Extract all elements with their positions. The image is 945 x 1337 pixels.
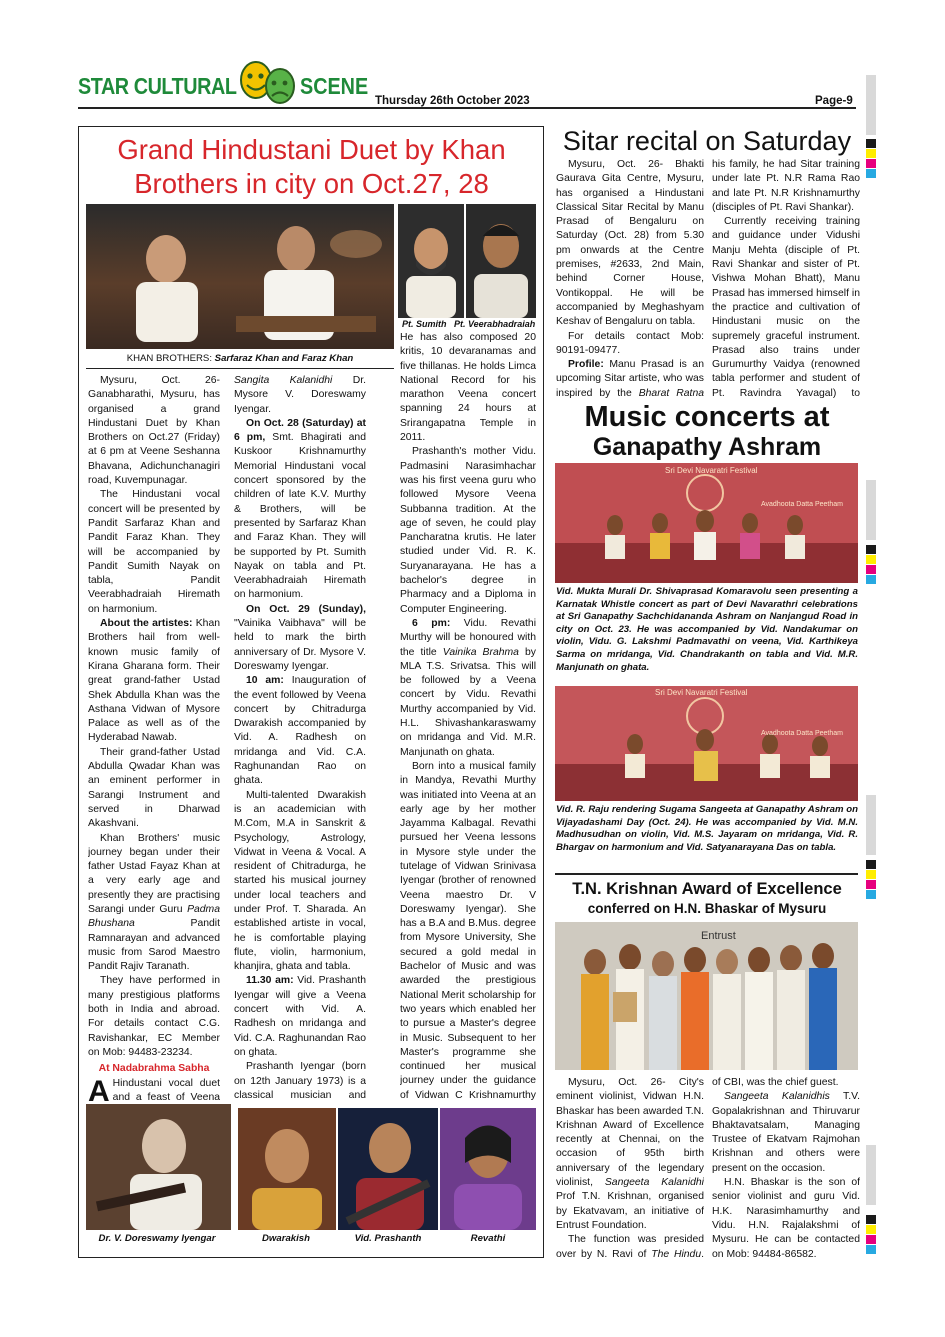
paragraph-text: Khan Brothers' music journey began under their father Ustad Fayaz Khan at a very early age and presently they are practising Sarangi under Guru (88, 832, 220, 915)
paragraph-text: Vid. Prashanth Iyengar will give a Veena concert with Vid. A. Radhesh on mridanga and Vid. C.A. Raghunandan Rao on ghata. (234, 975, 366, 1058)
doreswamy-photo (86, 1104, 231, 1230)
paragraph (556, 1233, 704, 1262)
lead-in: 6 pm: (412, 617, 451, 629)
paragraph: his family, he had Sitar training under late Pt. N.R Rama Rao and late Pt. N.R Krishnamurthy (disciples of Pt. Ravi Shankar). (712, 159, 860, 213)
reg-magenta (866, 565, 876, 574)
paragraph-text: Manu Prasad is an upcoming Sitar artiste, who was inspired by the (556, 359, 704, 399)
banner-right-1: Avadhoota Datta Peetham (761, 501, 843, 508)
paragraph: For details contact Mob: 90191-09477. (556, 330, 704, 356)
paragraph-text: Prof T.N. Krishnan, organised by Ekatvavam, an initiative of Entrust Foundation. (556, 1191, 704, 1231)
italic-title: Vainika Brahma (442, 646, 519, 658)
paragraph (234, 417, 366, 603)
page-number: Page-9 (815, 95, 853, 107)
paragraph (88, 1074, 220, 1102)
article2-col1 (556, 158, 704, 400)
section-rule (555, 873, 858, 875)
lead-in: Profile: (568, 359, 604, 371)
masthead (0, 0, 945, 120)
paragraph-text: Dr. Mysore V. Doreswamy Iyengar. (234, 375, 366, 415)
paragraph (88, 832, 220, 975)
caption-rule (86, 368, 394, 369)
paragraph-text: by MLA T.S. Srivatsa. This will be followed by a Veena concert by Vidu. Revathi Murthy accompanied by Vid. H.L. Shivashankaraswamy on mridanga and Vid. M.R. Manjunath on ghata. (400, 646, 536, 758)
paragraph: Born into a musical family in Mandya, Revathi Murthy was initiated into Veena at an early age by her mother Jayamma Kalbagal. Revathi pursued her Veena lessons in Mysore style under the tutelage of Vidwan Srinivasa Iyengar (brother of renowned Veena maestro Dr. V Doreswamy Iyengar). She has a B.A and B.Mus. degree from Mysore University, She secured a gold medal in Bachelor of Music and was awarded the prestigious National Merit scholarship for two years which enabled her to pursue a Master's degree in Music. Subsequent to her Master's programme she continued her musical journey under the guidance of Vidwan C Krishnamurthy (400, 760, 536, 1101)
caption-revathi: Revathi (470, 1233, 506, 1244)
paragraph: They have performed in many prestigious platforms both in India and abroad. For details contact C.G. Ravishankar, EC Member on Mob: 94483-23234. (88, 975, 220, 1058)
reg-yellow (866, 149, 876, 158)
paragraph: Prashanth's mother Vidu. Padmasini Narasimhachar was his first veena guru who followed Mysore Veena Subbanna tradition. At the age of seven, he could play Pancharatna krutis. He later studied under Vid. R. K. Suryanarayana. He has a bachelor's degree in Pharmacy and a Diploma in Computer Engineering. (400, 446, 536, 615)
reg-black (866, 545, 876, 554)
paragraph-text: The function was presided over by N. Ravi of (556, 1234, 704, 1260)
lead-in: On Oct. 29 (Sunday), (246, 603, 366, 615)
article4-col1 (556, 1076, 704, 1262)
paragraph (88, 617, 220, 746)
italic-title: Sangeeta Kalanidhi (604, 1177, 704, 1189)
reg-cyan (866, 169, 876, 178)
reg-yellow (866, 870, 876, 879)
paragraph: Their grand-father Ustad Abdulla Qwadar Khan was an eminent performer in Sarangi Instrument and served in Dharwad Akashvani. (88, 746, 220, 830)
side-caption-veerabhadraiah: Pt. Veerabhadraiah (454, 319, 536, 329)
paragraph: of CBI, was the chief guest. (712, 1077, 839, 1088)
lead-in: On Oct. 28 (Saturday) at 6 pm, (234, 417, 366, 444)
reg-cyan (866, 1245, 876, 1254)
banner-text-1: Sri Devi Navaratri Festival (665, 466, 758, 475)
khan-caption (86, 353, 394, 364)
caption-dwarakish: Dwarakish (262, 1233, 310, 1244)
dwarakish-photo (238, 1108, 336, 1230)
banner-text-2: Sri Devi Navaratri Festival (655, 688, 748, 697)
award-ceremony-photo (555, 922, 858, 1070)
paragraph (556, 358, 704, 400)
reg-cyan (866, 890, 876, 899)
khan-caption-names: Sarfaraz Khan and Faraz Khan (214, 353, 354, 364)
masthead-date: Thursday 26th October 2023 (375, 95, 530, 107)
prashanth-photo (338, 1108, 438, 1230)
paragraph (400, 617, 536, 760)
article3-headline-2: Ganapathy Ashram (592, 433, 822, 461)
reg-magenta (866, 159, 876, 168)
entrust-label: Entrust (701, 930, 736, 942)
italic-title: Bharat Ratna (638, 387, 704, 399)
reg-magenta (866, 880, 876, 889)
whistle-concert-caption: Vid. Mukta Murali Dr. Shivaprasad Komaravolu seen presenting a Karnatak Whistle concert as part of Devi Navarathri celebrations at Sri Ganapathy Sachchidananda Ashram on Nanjangud Road in city on Oct. 23. He was accompanied by Vid. Nandakumar on violin, Vidu. G. Lakshmi Padmavathi on veena, Vid. Karthikeya Sarma on mridanga, Vid. Chandrakanth on tabla and Vid. M.R. Manjunath on ghata. (556, 586, 858, 673)
paragraph (234, 974, 366, 1060)
theatre-masks-icon (234, 58, 302, 108)
banner-right-2: Avadhoota Datta Peetham (761, 730, 843, 737)
khan-brothers-photo (86, 204, 394, 349)
paragraph (234, 603, 366, 674)
caption-prashanth: Vid. Prashanth (354, 1233, 422, 1244)
article4-col2 (712, 1076, 860, 1262)
italic-title: Padma Bhushana (88, 903, 220, 930)
whistle-concert-photo (555, 463, 858, 583)
lead-in: About the artistes: (100, 618, 193, 630)
article1-col2 (234, 374, 366, 1104)
pt-sumith-photo (398, 204, 464, 318)
masthead-right-word: SCENE (300, 73, 369, 99)
article3-headline-1: Music concerts at (584, 401, 830, 433)
italic-title: The Hindu (651, 1248, 702, 1260)
reg-black (866, 860, 876, 869)
paragraph-text: Inauguration of the event followed by Veena concert by Chitradurga Dwarakish accompanied by Vid. A. Radhesh on mridanga and Vid. C.A. Raghunandan Rao on ghata. (234, 675, 366, 787)
revathi-photo (440, 1108, 536, 1230)
paragraph (234, 674, 366, 788)
subhead-nadabrahma: At Nadabrahma Sabha (98, 1063, 210, 1075)
paragraph-text: . (701, 1248, 704, 1260)
paragraph: H.N. Bhaskar is the son of senior violinist and guru Vid. H.K. Narasimhamurthy and Vidu. H.N. Rajalakshmi of Mysuru. He can be contacted on Mob: 94484-86582. (712, 1177, 860, 1260)
paragraph-text: Khan Brothers hail from well-known music family of Kirana Gharana form. Their great grand-father Ustad Shek Abdulla Khan was the Asthana Vidwan of Mysore Palace as well as of the Hyderabad Nawab. (88, 618, 220, 744)
reg-yellow (866, 555, 876, 564)
khan-caption-prefix: KHAN BROTHERS: (126, 353, 215, 364)
reg-cyan (866, 575, 876, 584)
reg-yellow (866, 1225, 876, 1234)
lead-in: 10 am: (246, 675, 284, 687)
article2-headline: Sitar recital on Saturday (562, 126, 852, 156)
paragraph-text: "Vainika Vaibhava" will be held to mark the birth anniversary of Dr. Mysore V. Doreswamy Iyengar. (234, 618, 366, 672)
side-caption-sumith: Pt. Sumith (402, 319, 447, 329)
grey-bar (866, 480, 876, 540)
article1-col3 (400, 331, 536, 1103)
grey-bar (866, 795, 876, 855)
article4-headline-2: conferred on H.N. Bhaskar of Mysuru (587, 901, 827, 916)
paragraph: Multi-talented Dwarakish is an academician with M.Com, M.A in Sanskrit & Psychology, Astrology, Vidwat in Veena & Vocal. A resident of Chitradurga, he started his musical journey under local teachers and under Prof. T. Sharada. An established artiste in vocal, he is comfortable playing flute, violin, harmonium, khanjira, ghata and tabla. (234, 789, 366, 973)
paragraph: Mysuru, Oct. 26- Bhakti Gaurava Gita Centre, Mysuru, has organised a Hindustani Classical Sitar Recital by Manu Prasad of Bengaluru on Saturday (Oct. 28) from 5.30 pm onwards at the Centre premises, #2633, 2nd Main, behind Corner House, Vontikoppal. He will be accompanied by Meghashyam Keshav of Bengaluru on tabla. (556, 159, 704, 328)
italic-title: Sangita Kalanidhi (234, 375, 333, 386)
paragraph: Currently receiving training and guidance under Vidushi Manju Mehta (disciple of Pt. Ravi Shankar and sister of Pt. Vishwa Mohan Bhatt), Manu Prasad has immersed himself in the practice and cultivation of Hindustani music on the supremely graceful instrument. Prasad also trains under Gurumurthy Vaidya (renowned tabla performer and student of Pt. Ravindra Yavagal) to (712, 216, 860, 399)
paragraph-text: Hindustani vocal duet and a feast of Veena (112, 1077, 220, 1102)
italic-title: Sangeeta Kalanidhis (724, 1091, 830, 1103)
paragraph: The Hindustani vocal concert will be presented by Pandit Sarfaraz Khan and Pandit Faraz Khan. They will be accompanied by Pandit Sumith Nayak on tabla, Pandit Veerabhadraiah Hiremath on harmonium. (88, 489, 220, 615)
article4-headline-1: T.N. Krishnan Award of Excellence (572, 880, 842, 898)
reg-black (866, 139, 876, 148)
article1-headline: Grand Hindustani Duet by Khan Brothers in city on Oct.27, 28 (117, 134, 506, 199)
paragraph (556, 1076, 704, 1233)
caption-doreswamy: Dr. V. Doreswamy Iyengar (98, 1233, 216, 1244)
paragraph: He has also composed 20 kritis, 10 devaranamas and five thillanas. He holds Limca National Record for his marathon Veena concert spanning 24 hours at Srirangapatna Temple in 2011. (400, 332, 536, 444)
paragraph-text: Vidu. Revathi Murthy will be honoured with the title (400, 617, 536, 658)
masthead-left-word: STAR CULTURAL (78, 73, 237, 99)
registration-marks (866, 75, 878, 1275)
paragraph-text: Mysuru, Oct. 26- City's eminent violinist, Vidwan H.N. Bhaskar has been awarded T.N. Krishnan Award of Excellence recently at Chennai, on the occasion of 95th birth anniversary of the legendary violinist, (556, 1077, 704, 1189)
sugama-sangeeta-photo (555, 686, 858, 801)
paragraph (712, 1090, 860, 1176)
paragraph (234, 374, 366, 417)
article2-col2 (712, 158, 860, 400)
pt-veerabhadraiah-photo (466, 204, 536, 318)
grey-bar (866, 1145, 876, 1205)
masthead-rule (78, 107, 856, 109)
drop-cap: A (88, 1074, 110, 1102)
article1-col1 (88, 374, 220, 1102)
paragraph-text: Pandit Ramnarayan and advanced music from Sarod Maestro Pandit Rajiv Taranath. (88, 918, 220, 973)
paragraph: Prashanth Iyengar (born on 12th January 1973) is a classical musician and (234, 1061, 366, 1101)
sugama-sangeeta-caption: Vid. R. Raju rendering Sugama Sangeeta at Ganapathy Ashram on Vijayadashami Day (Oct. 24). He was accompanied by Vid. M.N. Madhusudhan on violin, Vid. M.S. Jayaram on mridanga, Vid. R. Bhargav on harmonium and Vid. Satyanarayana Das on tabla. (556, 804, 858, 853)
lead-in: 11.30 am: (246, 975, 294, 987)
reg-black (866, 1215, 876, 1224)
paragraph: Mysuru, Oct. 26- Ganabharathi, Mysuru, has organised a grand Hindustani Duet by Khan Brothers on Oct.27 (Friday) at 6 pm at Veene Seshanna Bhavana, Adichunchanagiri road, Kuvempunagar. (88, 375, 220, 487)
paragraph-text: T.V. Gopalakrishnan and Thiruvarur Bhaktavatsalam, Managing Trustee of Ekatvam Rajmohan Krishnan and others were present on the occasion. (712, 1091, 860, 1174)
paragraph-text: Smt. Bhagirati and Kuskoor Krishnamurthy Memorial Hindustani vocal concert sponsored by the children of late K.V. Murthy & Brothers, will be presented by Sarfaraz Khan and Faraz Khan. They will be supported by Pt. Sumith Nayak on tabla and Pt. Veerabhadraiah Hiremath on harmonium. (234, 432, 366, 601)
grey-bar (866, 75, 876, 135)
reg-magenta (866, 1235, 876, 1244)
